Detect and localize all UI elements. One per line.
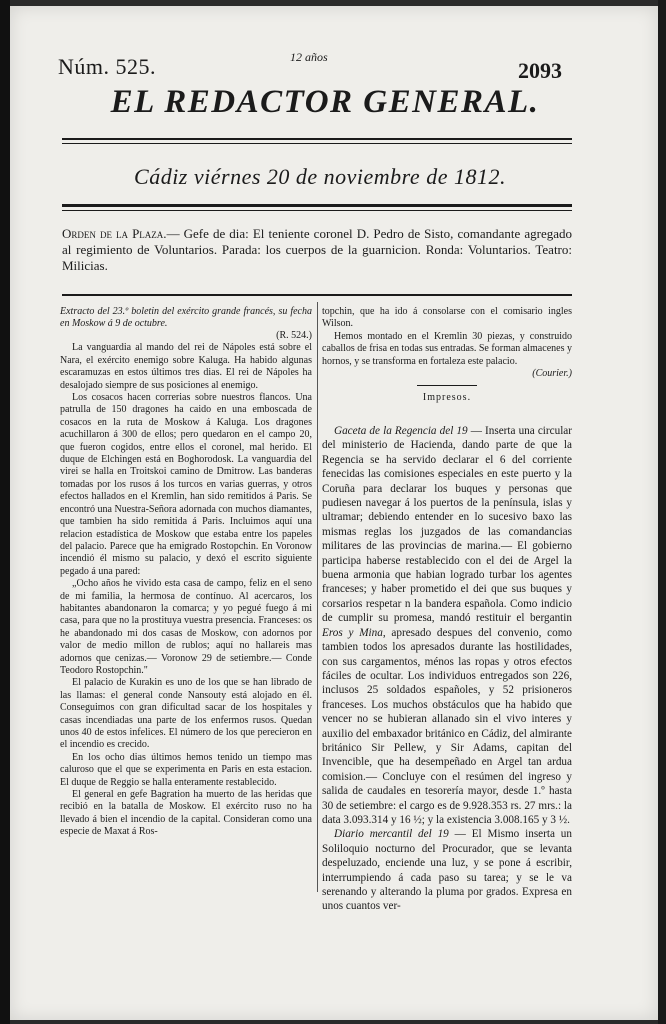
orden-lead: Orden de la Plaza.	[62, 226, 167, 241]
scan-right-edge	[658, 0, 666, 1024]
article-paragraph: Hemos montado en el Kremlin 30 piezas, y construido caballos de frisa en todas sus entradas. Se forman almacenes y hornos, y se transforma en fortaleza este palacio.	[322, 330, 572, 367]
page-number: 2093	[518, 58, 562, 83]
ship-names: Eros y Mina	[322, 626, 383, 639]
right-column-top	[322, 306, 572, 409]
masthead-title: EL REDACTOR GENERAL.	[110, 84, 540, 120]
dateline-rule-top	[62, 204, 572, 207]
gaceta-paragraph	[322, 424, 572, 827]
orden-text: — Gefe de dia: El teniente coronel D. Pedro de Sisto, comandante agregado al regimiento de Voluntarios. Parada: los cuerpos de la guarnicion. Ronda: Voluntarios. Teatro: Milicias.	[62, 226, 572, 273]
article-paragraph: En los ocho dias últimos hemos tenido un tiempo mas caluroso que el que se experimenta en Paris en esta estacion. El duque de Reggio se halla enteramente restablecido.	[60, 751, 312, 788]
extracto-heading: Extracto del 23.º boletin del exército grande francés, su fecha en Moskow á 9 de octubre.	[60, 306, 312, 329]
dateline-rule-bottom	[62, 210, 572, 211]
left-column	[60, 306, 312, 839]
gaceta-text: — Inserta una circular del ministerio de Hacienda, dando parte de que la Regencia se ha servido declarar el 6 del corriente fenecidas las comisiones especiales en este puerto y la Coruña para declarar los buques y personas que pudiesen navegar á los puertos de la península, islas y ultramar; debiendo entender en lo sucesivo baxo las mismas reglas los juzgados de las comandancias militares de las provincias de marina.— El gobierno participa haberse restablecido con el dei de Argel la buena armonia que habian logrado turbar los agentes franceses; y haber prometido el dei que sus buques y corsarios respetar n la bandera española. Como indicio de cumplir su promesa, mandó restituir el bergantin	[322, 425, 572, 625]
article-paragraph: „Ocho años he vivido esta casa de campo, feliz en el seno de mi familia, la hermosa de contínuo. Al acercaros, los habitantes abandonaron la comarca; y yo pegué fuego á mi casa, para que no la prostituya vuestra presencia. Franceses: os he abandonado mi dos casas de Moskow, con adornos por valor de medio millon de rublos; aquí no hallareis mas adornos que cenizas.— Voronow 29 de setiembre.— Conde Teodoro Rostopchin."	[60, 578, 312, 676]
column-divider	[317, 302, 318, 892]
article-paragraph: El general en gefe Bagration ha muerto de las heridas que recibió en la batalla de Moskow. El exército ruso no ha llevado á bien el incendio de la capital. Consideran como una especie de Maxat á Ros-	[60, 789, 312, 838]
masthead-rule-top	[62, 138, 572, 140]
impresos-heading: Impresos.	[422, 392, 472, 404]
article-paragraph: topchin, que ha ido á consolarse con el comisario ingles Wilson.	[322, 306, 572, 330]
section-rule	[62, 294, 572, 296]
newspaper-page	[10, 6, 658, 1020]
issue-number: Núm. 525.	[58, 54, 156, 79]
masthead-rule-bottom	[62, 143, 572, 144]
article-paragraph: La vanguardia al mando del rei de Nápoles está sobre el Nara, el exército enemigo sobre Kaluga. Ha habido algunas escaramuzas en estos últimos tres dias. El rei de Nápoles ha desalojado siempre de sus posiciones al enemigo.	[60, 342, 312, 391]
handwritten-note: 12 años	[290, 50, 328, 64]
right-column-body	[322, 424, 572, 914]
short-rule	[417, 385, 477, 386]
scan-left-edge	[0, 0, 10, 1024]
extracto-ref: (R. 524.)	[276, 330, 312, 341]
article-paragraph: El palacio de Kurakin es uno de los que se han librado de las llamas: el general conde Nansouty está alojado en él. Conseguimos con gran dificultad sacar de los hospitales y casas incendiadas una parte de los enfermos rusos. Quedan unos 40 de estos infelices. El número de los que perecieron en el incendio es crecido.	[60, 677, 312, 751]
dateline: Cádiz viérnes 20 de noviembre de 1812.	[134, 164, 506, 189]
diario-paragraph	[322, 827, 572, 913]
orden-de-la-plaza	[62, 226, 572, 274]
gaceta-title: Gaceta de la Regencia del 19	[334, 425, 468, 437]
source-tag: (Courier.)	[532, 368, 572, 380]
gaceta-text-2: , apresado despues del convenio, como tambien todos los apresados durante las hostilidades, con sus cargamentos, ménos las ropas y otros efectos fáciles de ocultar. Los individuos entregados son 226, inclusos 25 soldados españoles, y 52 prisioneros franceses. Los muchos obstáculos que ha habido que vencer no se hubieran allanado sin el vivo interes y auxilio del embaxador británico en Cádiz, del almirante británico Sir Pellew, y Sir Adams, capitan del Invencible, que ha desempeñado en Argel tan ardua comision.— Concluye con el resúmen del ingreso y salida de caudales en tesorería mayor, desde 1.º hasta 30 de setiembre: el cargo es de 9.928.353 rs. 27 mrs.: la data 3.093.314 y 16 ½; y la existencia 3.008.165 y 3 ½.	[322, 626, 572, 826]
diario-title: Diario mercantil del 19	[334, 828, 449, 841]
article-paragraph: Los cosacos hacen correrias sobre nuestros flancos. Una patrulla de 150 dragones ha caido en una emboscada de cosacos en la ruta de Moskow á Kaluga. Los dragones acuchillaron á 300 de ellos; pero quedaron en el campo 20, que fueron cogidos, entre ellos el coronel, mal herido. El duque de Elchingen está en Boghorodosk. La vanguardia del virei se halla en Troitskoi camino de Dmitrow. Las banderas tomadas por los rusos á los turcos en varias guerras, y otros efectos hallados en el Kremlin, han sido remitidos á Paris. Se encontró una Nuestra-Señora adornada con muchos diamantes, que tambien ha sido remitida á Paris. Incluimos aquí una relacion estadística de Moskow que estaba entre los papeles del palacio. Parece que ha emigrado Rostopchin. En Voronow incendió él mismo su palacio, y dexó el escrito siguiente pegado á una pared:	[60, 392, 312, 577]
diario-text: — El Mismo inserta un Soliloquio nocturno del Procurador, que se levanta despeluzado, enciende una luz, y se pone á escribir, interrumpiendo á cada paso su tarea; y se le va serenando y alterando la pluma por grados. Expresa en unos cuantos ver-	[322, 828, 572, 913]
